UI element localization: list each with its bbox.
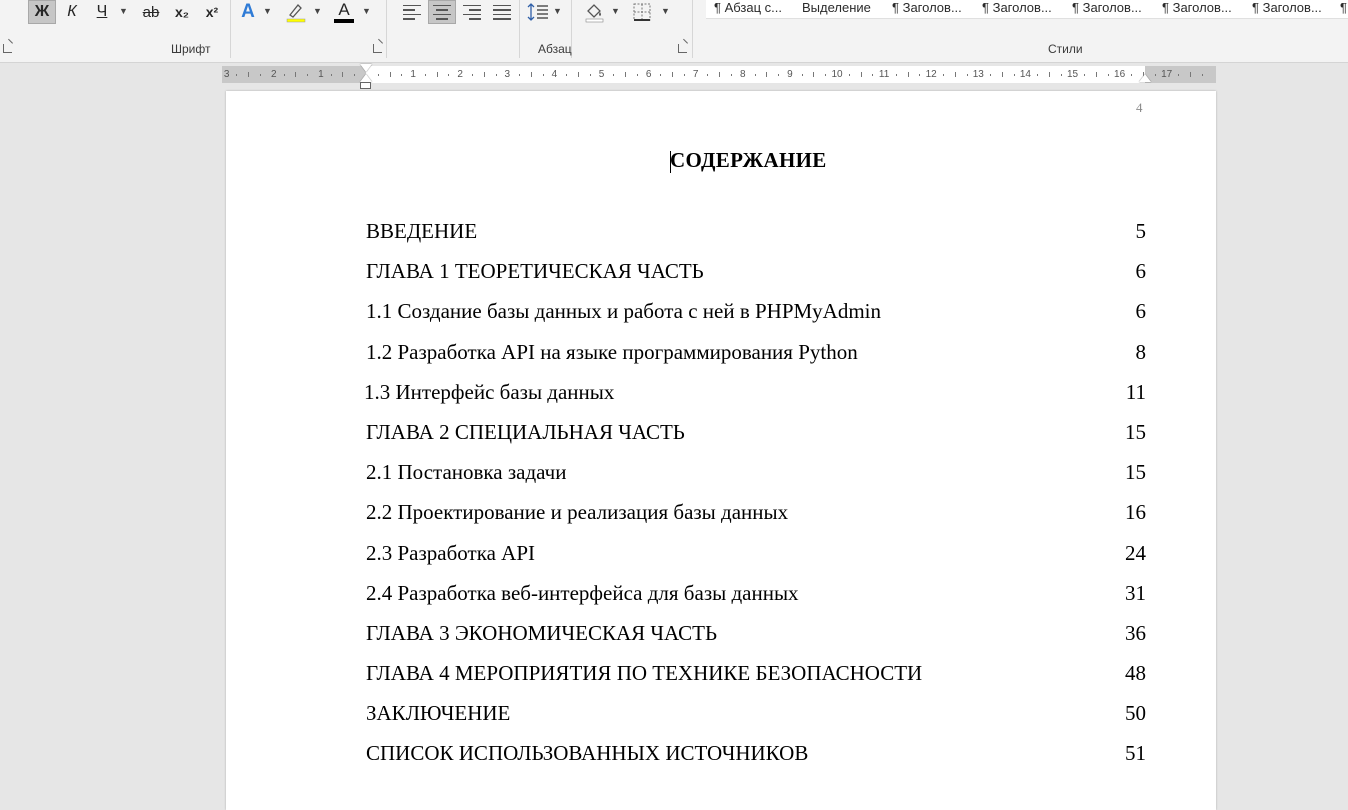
ruler-tick [1131, 74, 1132, 76]
separator [386, 0, 387, 58]
ruler-tick [813, 72, 814, 77]
ruler-tick [719, 72, 720, 77]
ruler-tick [1178, 74, 1179, 76]
ruler-tick [260, 74, 261, 76]
ruler-tick [1002, 72, 1003, 77]
superscript-button[interactable]: x² [205, 4, 219, 20]
toc-entry-page: 24 [1125, 540, 1146, 565]
bold-button[interactable]: Ж [28, 0, 56, 24]
align-right-icon [463, 5, 481, 20]
toc-entry-page: 51 [1125, 741, 1146, 766]
ruler-tick [613, 74, 614, 76]
shading-button[interactable] [582, 0, 606, 24]
toc-entry[interactable] [366, 295, 1146, 335]
font-color-swatch [334, 19, 354, 23]
ruler-number: 2 [457, 69, 463, 80]
ruler-tick [354, 74, 355, 76]
toc-entry[interactable] [366, 577, 1146, 617]
ruler-tick [543, 74, 544, 76]
ruler-tick [390, 72, 391, 77]
styles-gallery [706, 0, 1348, 19]
highlight-dropdown-icon[interactable]: ▼ [313, 6, 322, 16]
underline-button[interactable]: Ч [96, 3, 108, 20]
style-item[interactable]: ¶ Заголов... [892, 0, 962, 15]
table-of-contents[interactable] [366, 215, 1146, 778]
ruler-number: 1 [318, 69, 324, 80]
style-item[interactable]: Выделение [802, 0, 871, 15]
ruler-tick [1190, 72, 1191, 77]
text-effects-dropdown-icon[interactable]: ▼ [263, 6, 272, 16]
justify-icon [493, 5, 511, 20]
underline-dropdown-icon[interactable]: ▼ [119, 6, 128, 16]
ruler-tick [755, 74, 756, 76]
ruler-number: 17 [1161, 69, 1173, 80]
document-page[interactable] [226, 91, 1216, 810]
ruler-tick [496, 74, 497, 76]
align-right-button[interactable] [460, 0, 484, 24]
page-number: 4 [1136, 100, 1143, 115]
clipboard-dialog-launcher-icon[interactable] [3, 44, 12, 53]
paragraph-group-label: Абзац [538, 42, 572, 56]
toc-entry-title: ВВЕДЕНИЕ [366, 219, 478, 243]
toc-entry-title: 2.3 Разработка API [366, 540, 535, 565]
toc-entry-title: СПИСОК ИСПОЛЬЗОВАННЫХ ИСТОЧНИКОВ [366, 741, 809, 766]
toc-entry-title: 1.3 Интерфейс базы данных [364, 379, 615, 404]
borders-icon [632, 2, 652, 22]
toc-entry-page: 15 [1125, 460, 1146, 485]
ruler-tick [448, 74, 449, 76]
ruler-tick [378, 74, 379, 76]
font-group-label: Шрифт [171, 42, 211, 56]
ruler-tick [943, 74, 944, 76]
ruler-tick [425, 74, 426, 76]
align-left-button[interactable] [400, 0, 424, 24]
ruler-tick [778, 74, 779, 76]
ruler-tick [919, 74, 920, 76]
toc-entry-page: 6 [1135, 299, 1146, 324]
text-effects-button[interactable]: A [241, 1, 255, 22]
line-spacing-dropdown-icon[interactable]: ▼ [553, 6, 562, 16]
ruler-number: 1 [410, 69, 416, 80]
ruler-number: 11 [878, 69, 890, 80]
toc-entry-title: 2.2 Проектирование и реализация базы данных [366, 500, 789, 525]
ruler-number: 7 [692, 69, 699, 80]
toc-entry-page: 36 [1125, 620, 1146, 645]
ruler-tick [1108, 74, 1109, 76]
ruler-number: 4 [551, 69, 558, 80]
toc-entry[interactable] [366, 255, 1146, 295]
ruler-tick [437, 72, 438, 77]
ruler-tick [1084, 74, 1085, 76]
ruler-left-margin [222, 66, 366, 83]
ruler-tick [1061, 74, 1062, 76]
ruler-number: 3 [504, 69, 511, 80]
ruler-tick [307, 74, 308, 76]
toc-entry-page: 8 [1135, 339, 1146, 364]
toc-entry-title: ГЛАВА 2 СПЕЦИАЛЬНАЯ ЧАСТЬ [366, 419, 685, 444]
ruler-tick [861, 72, 862, 77]
highlight-button[interactable] [284, 0, 308, 24]
toc-entry-title: 2.4 Разработка веб-интерфейса для базы данных [366, 580, 799, 605]
ruler-tick [1096, 72, 1097, 77]
toc-entry-title: 1.2 Разработка API на языке программирования Python [366, 339, 858, 364]
ruler-number: 13 [972, 69, 984, 80]
align-center-button[interactable] [428, 0, 456, 24]
ruler-tick [955, 72, 956, 77]
ruler-tick [637, 74, 638, 76]
toc-entry-title: ГЛАВА 1 ТЕОРЕТИЧЕСКАЯ ЧАСТЬ [366, 259, 704, 284]
ruler-tick [472, 74, 473, 76]
toc-entry[interactable] [366, 657, 1146, 697]
ruler-number: 6 [645, 69, 652, 80]
ruler-tick [248, 72, 249, 77]
ruler-tick [566, 74, 567, 76]
highlighter-icon [285, 1, 307, 23]
ribbon [0, 0, 1348, 63]
line-spacing-icon [527, 2, 549, 22]
subscript-button[interactable]: x₂ [174, 4, 189, 20]
right-indent-marker[interactable] [1139, 74, 1151, 82]
ruler-number: 9 [787, 69, 793, 80]
ruler-number: 10 [831, 69, 843, 80]
toc-entry[interactable] [366, 456, 1146, 496]
ruler-tick [236, 74, 237, 76]
ruler-tick [825, 74, 826, 76]
borders-button[interactable] [630, 0, 654, 24]
ruler-number: 16 [1114, 69, 1126, 80]
shading-dropdown-icon[interactable]: ▼ [611, 6, 620, 16]
ruler-tick [908, 72, 909, 77]
justify-button[interactable] [490, 0, 514, 24]
style-item[interactable]: ¶ Заголов... [1072, 0, 1142, 15]
page-title[interactable]: СОДЕРЖАНИЕ [670, 148, 827, 172]
ruler-tick [519, 74, 520, 76]
toc-entry-page: 50 [1125, 701, 1146, 726]
font-dialog-launcher-icon[interactable] [373, 44, 382, 53]
ruler-tick [401, 74, 402, 76]
ruler-tick [660, 74, 661, 76]
ruler-tick [684, 74, 685, 76]
style-item[interactable]: ¶ [1340, 0, 1347, 15]
ruler-tick [707, 74, 708, 76]
style-item[interactable]: ¶ Заголов... [1252, 0, 1322, 15]
ruler-tick [672, 72, 673, 77]
ruler-tick [1049, 72, 1050, 77]
ruler-number: 8 [740, 69, 746, 80]
ruler-tick [625, 72, 626, 77]
ruler-tick [766, 72, 767, 77]
ruler-tick [578, 72, 579, 77]
toc-entry-page: 11 [1125, 379, 1146, 404]
align-left-icon [403, 5, 421, 20]
font-color-dropdown-icon[interactable]: ▼ [362, 6, 371, 16]
toc-entry[interactable] [366, 336, 1146, 376]
toc-entry[interactable] [366, 215, 1146, 255]
line-spacing-button[interactable] [526, 0, 550, 24]
ruler-tick [1014, 74, 1015, 76]
style-item[interactable]: ¶ Заголов... [982, 0, 1052, 15]
font-color-glyph: A [338, 0, 350, 19]
styles-group-label: Стили [1048, 42, 1083, 56]
toc-entry-title: ГЛАВА 4 МЕРОПРИЯТИЯ ПО ТЕХНИКЕ БЕЗОПАСНОСТИ [366, 661, 923, 686]
italic-button[interactable]: К [67, 3, 77, 20]
toc-entry-title: 1.1 Создание базы данных и работа с ней в PHPMyAdmin [366, 299, 882, 324]
ruler-number: 5 [598, 69, 605, 80]
style-item[interactable]: ¶ Абзац с... [714, 0, 783, 15]
toc-entry-title: ГЛАВА 3 ЭКОНОМИЧЕСКАЯ ЧАСТЬ [366, 620, 718, 645]
toc-entry-page: 6 [1135, 259, 1146, 284]
ruler-tick [872, 74, 873, 76]
toc-entry[interactable] [364, 376, 1146, 416]
toc-entry-page: 5 [1135, 219, 1146, 243]
ruler-tick [531, 72, 532, 77]
ruler-tick [590, 74, 591, 76]
toc-entry[interactable] [366, 496, 1146, 536]
toc-entry[interactable] [366, 737, 1146, 777]
ruler-tick [284, 74, 285, 76]
strikethrough-button[interactable]: ab [142, 3, 160, 21]
toc-entry[interactable] [366, 537, 1146, 577]
toc-entry[interactable] [366, 617, 1146, 657]
ruler-tick [849, 74, 850, 76]
ruler-tick [484, 72, 485, 77]
toc-entry-page: 16 [1125, 500, 1146, 525]
paint-bucket-icon [583, 1, 605, 23]
ruler-tick [967, 74, 968, 76]
borders-dropdown-icon[interactable]: ▼ [661, 6, 670, 16]
ruler-number: 12 [925, 69, 937, 80]
toc-entry-title: 2.1 Постановка задачи [366, 460, 567, 485]
ruler-number: 2 [271, 69, 277, 80]
style-item[interactable]: ¶ Заголов... [1162, 0, 1232, 15]
font-color-button[interactable] [332, 0, 356, 24]
hanging-indent-marker[interactable] [360, 74, 372, 82]
ruler-tick [990, 74, 991, 76]
ruler-tick [342, 72, 343, 77]
ruler-number: 15 [1066, 69, 1079, 80]
ruler-tick [1155, 74, 1156, 76]
toc-entry-page: 15 [1125, 419, 1146, 444]
left-indent-marker[interactable] [360, 82, 371, 89]
toc-entry[interactable] [366, 416, 1146, 456]
ruler-tick [331, 74, 332, 76]
ruler-tick [802, 74, 803, 76]
ruler-number: 14 [1019, 69, 1031, 80]
toc-entry-title: ЗАКЛЮЧЕНИЕ [366, 701, 511, 726]
toc-entry-page: 31 [1125, 580, 1146, 605]
ruler-number: 3 [223, 69, 230, 80]
ruler-tick [896, 74, 897, 76]
ruler-tick [1202, 74, 1203, 76]
separator [692, 0, 693, 58]
separator [519, 0, 520, 58]
ruler-tick [731, 74, 732, 76]
paragraph-dialog-launcher-icon[interactable] [678, 44, 687, 53]
ruler-tick [1037, 74, 1038, 76]
toc-entry-page: 48 [1125, 661, 1146, 686]
ruler-tick [295, 72, 296, 77]
toc-entry[interactable] [366, 697, 1146, 737]
separator [230, 0, 231, 58]
align-center-icon [433, 5, 451, 20]
first-line-indent-marker[interactable] [360, 64, 372, 72]
